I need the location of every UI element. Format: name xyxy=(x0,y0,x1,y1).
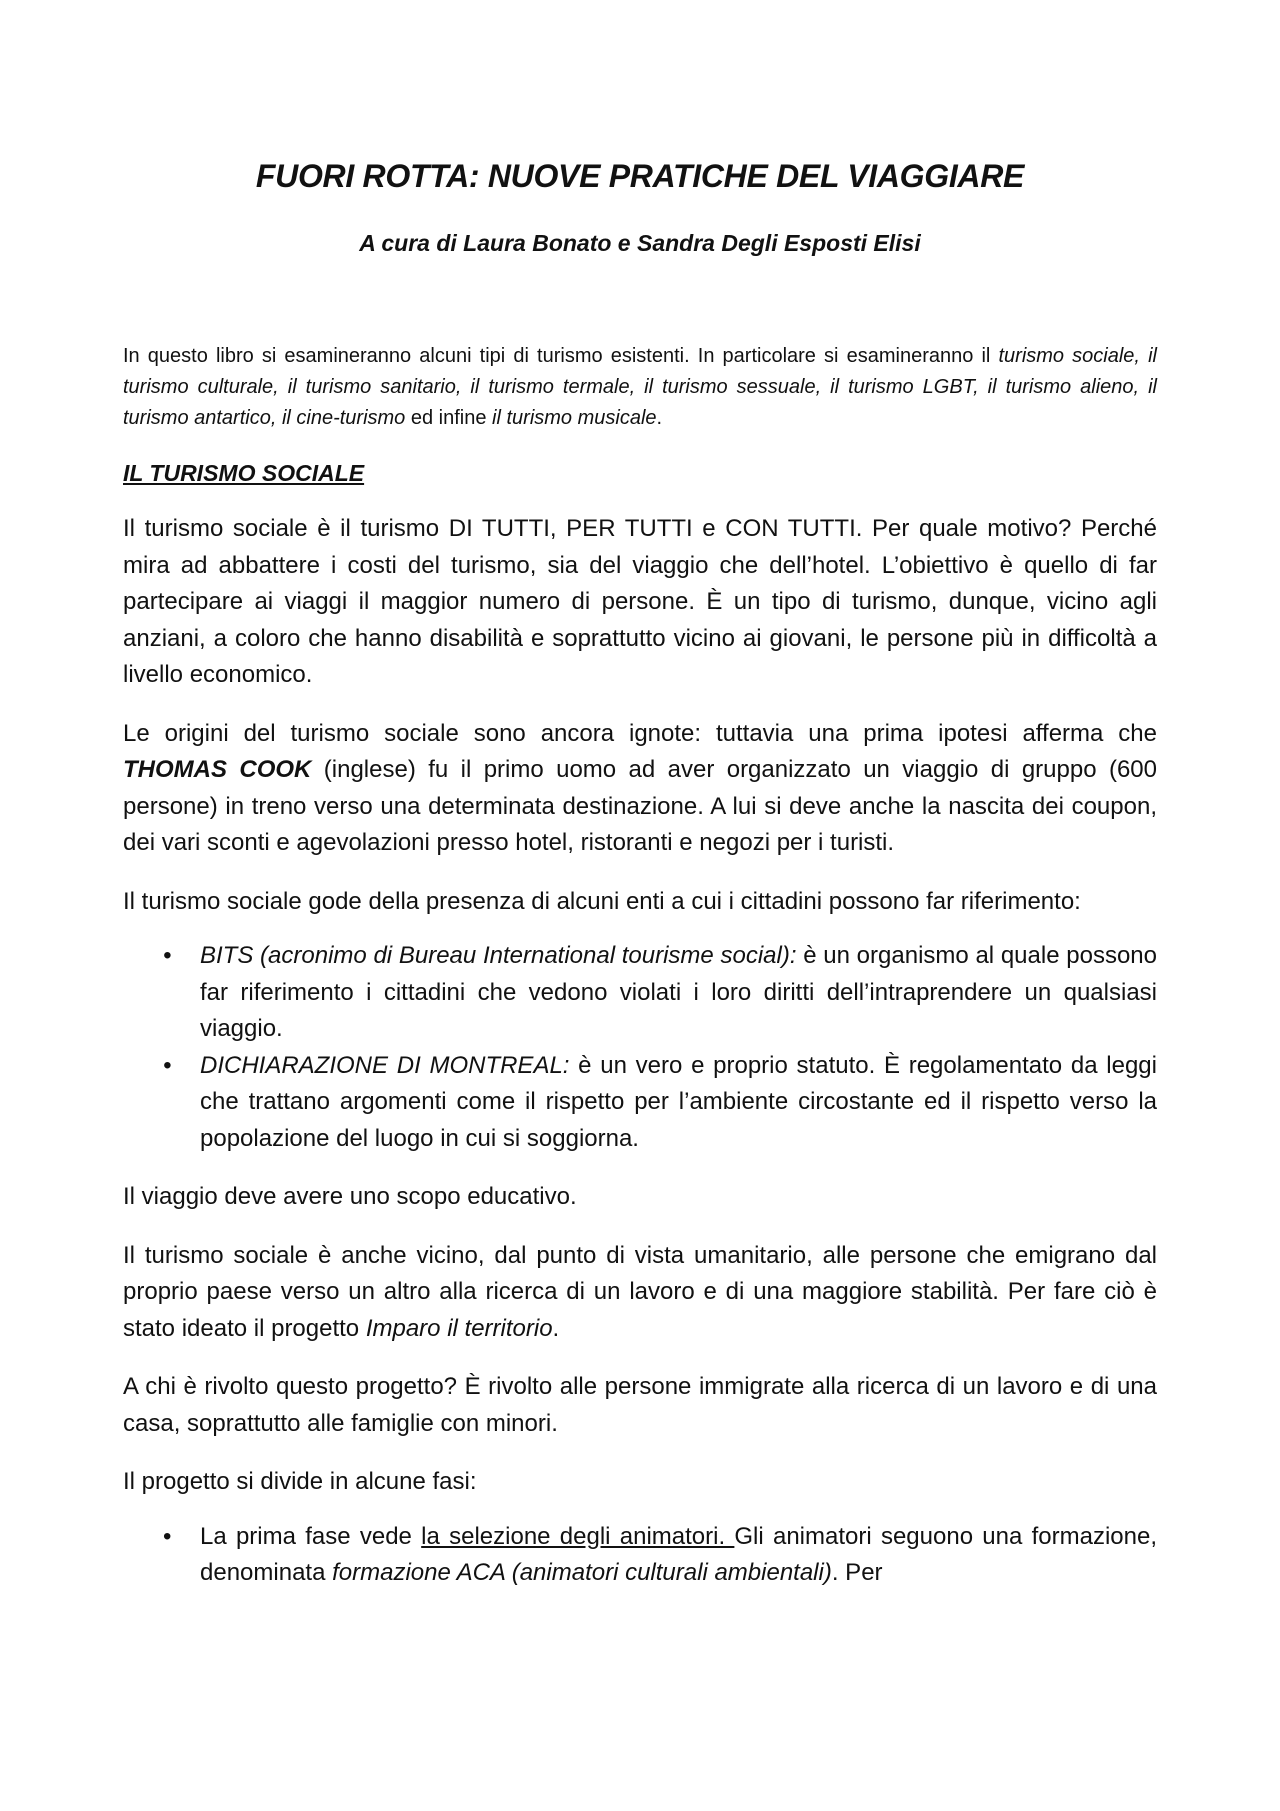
list-item-text: è un vero e proprio statuto. È regolamentato da leggi che trattano argomenti come il rispetto per l’ambiente circostante ed il rispetto verso la popolazione del luogo in cui si soggiorna. xyxy=(200,1051,1157,1152)
intro-text: ed infine xyxy=(405,407,493,429)
intro-italic-last: il turismo musicale xyxy=(492,407,657,429)
paragraph-definition: Il turismo sociale è il turismo DI TUTTI, PER TUTTI e CON TUTTI. Per quale motivo? Perché mira ad abbattere i costi del turismo, sia del viaggio che dell’hotel. L’obiettivo è quello di far partecipare ai viaggi il maggior numero di persone. È un tipo di turismo, dunque, vicino agli anziani, a coloro che hanno disabilità e soprattutto vicino ai giovani, le persone più in difficoltà a livello economico. xyxy=(123,515,1157,688)
page-title: FUORI ROTTA: NUOVE PRATICHE DEL VIAGGIARE xyxy=(255,158,1025,194)
fasi-list xyxy=(123,1519,1157,1592)
list-item xyxy=(123,1519,1157,1592)
bullet-icon: • xyxy=(163,1522,172,1550)
section-heading: IL TURISMO SOCIALE xyxy=(123,460,365,486)
paragraph-umanitario xyxy=(123,1238,1157,1348)
list-item xyxy=(123,1048,1157,1158)
list-item-text: La prima fase vede xyxy=(200,1522,422,1550)
intro-text: . xyxy=(656,407,663,429)
paragraph-origins xyxy=(123,716,1157,862)
paragraph-text: (inglese) fu il primo uomo ad aver organizzato un viaggio di gruppo (600 persone) in treno verso una determinata destinazione. A lui si deve anche la nascita dei coupon, dei vari sconti e agevolazioni presso hotel, ristoranti e negozi per i turisti. xyxy=(123,756,1157,856)
list-item xyxy=(123,938,1157,1048)
intro-italic-list: turismo sociale, il turismo culturale, il turismo sanitario, il turismo termale, il turismo sessuale, il turismo LGBT, il turismo alieno, il turismo antartico, il cine-turismo xyxy=(123,345,1157,429)
paragraph-text: Le origini del turismo sociale sono ancora ignote: tuttavia una prima ipotesi afferma che xyxy=(123,719,1157,747)
bullet-icon: • xyxy=(163,942,172,969)
page-subtitle: A cura di Laura Bonato e Sandra Degli Esposti Elisi xyxy=(359,230,921,256)
list-item-term: DICHIARAZIONE DI MONTREAL: xyxy=(200,1051,570,1079)
underlined-phrase: la selezione degli animatori. xyxy=(421,1522,735,1550)
list-item-text: Gli animatori seguono una formazione, denominata xyxy=(200,1522,1157,1586)
list-item-italic: formazione ACA (animatori culturali ambientali) xyxy=(332,1559,832,1586)
intro-text: In questo libro si esamineranno alcuni tipi di turismo esistenti. In particolare si esamineranno il xyxy=(123,345,999,367)
project-name: Imparo il territorio xyxy=(365,1314,553,1342)
paragraph-fasi: Il progetto si divide in alcune fasi: xyxy=(123,1468,477,1495)
intro-paragraph xyxy=(123,341,1157,434)
paragraph-enti: Il turismo sociale gode della presenza di alcuni enti a cui i cittadini possono far riferimento: xyxy=(123,887,1081,915)
paragraph-text: Il turismo sociale è anche vicino, dal punto di vista umanitario, alle persone che emigrano dal proprio paese verso un altro alla ricerca di un lavoro e di una maggiore stabilità. Per fare ciò è stato ideato il progetto xyxy=(123,1241,1157,1342)
document-body xyxy=(123,458,1157,1614)
paragraph-destinatari: A chi è rivolto questo progetto? È rivolto alle persone immigrate alla ricerca di un lavoro e di una casa, soprattutto alle famiglie con minori. xyxy=(123,1373,1157,1437)
list-item-text: è un organismo al quale possono far riferimento i cittadini che vedono violati i loro diritti dell’intraprendere un qualsiasi viaggio. xyxy=(200,942,1158,1042)
paragraph-text: . xyxy=(552,1314,560,1342)
list-item-term: BITS (acronimo di Bureau International tourisme social): xyxy=(200,942,797,969)
bullet-icon: • xyxy=(163,1051,172,1079)
paragraph-educativo: Il viaggio deve avere uno scopo educativo. xyxy=(123,1183,577,1210)
enti-list xyxy=(123,938,1157,1157)
list-item-text: . Per xyxy=(831,1559,883,1586)
thomas-cook-name: THOMAS COOK xyxy=(123,756,312,783)
